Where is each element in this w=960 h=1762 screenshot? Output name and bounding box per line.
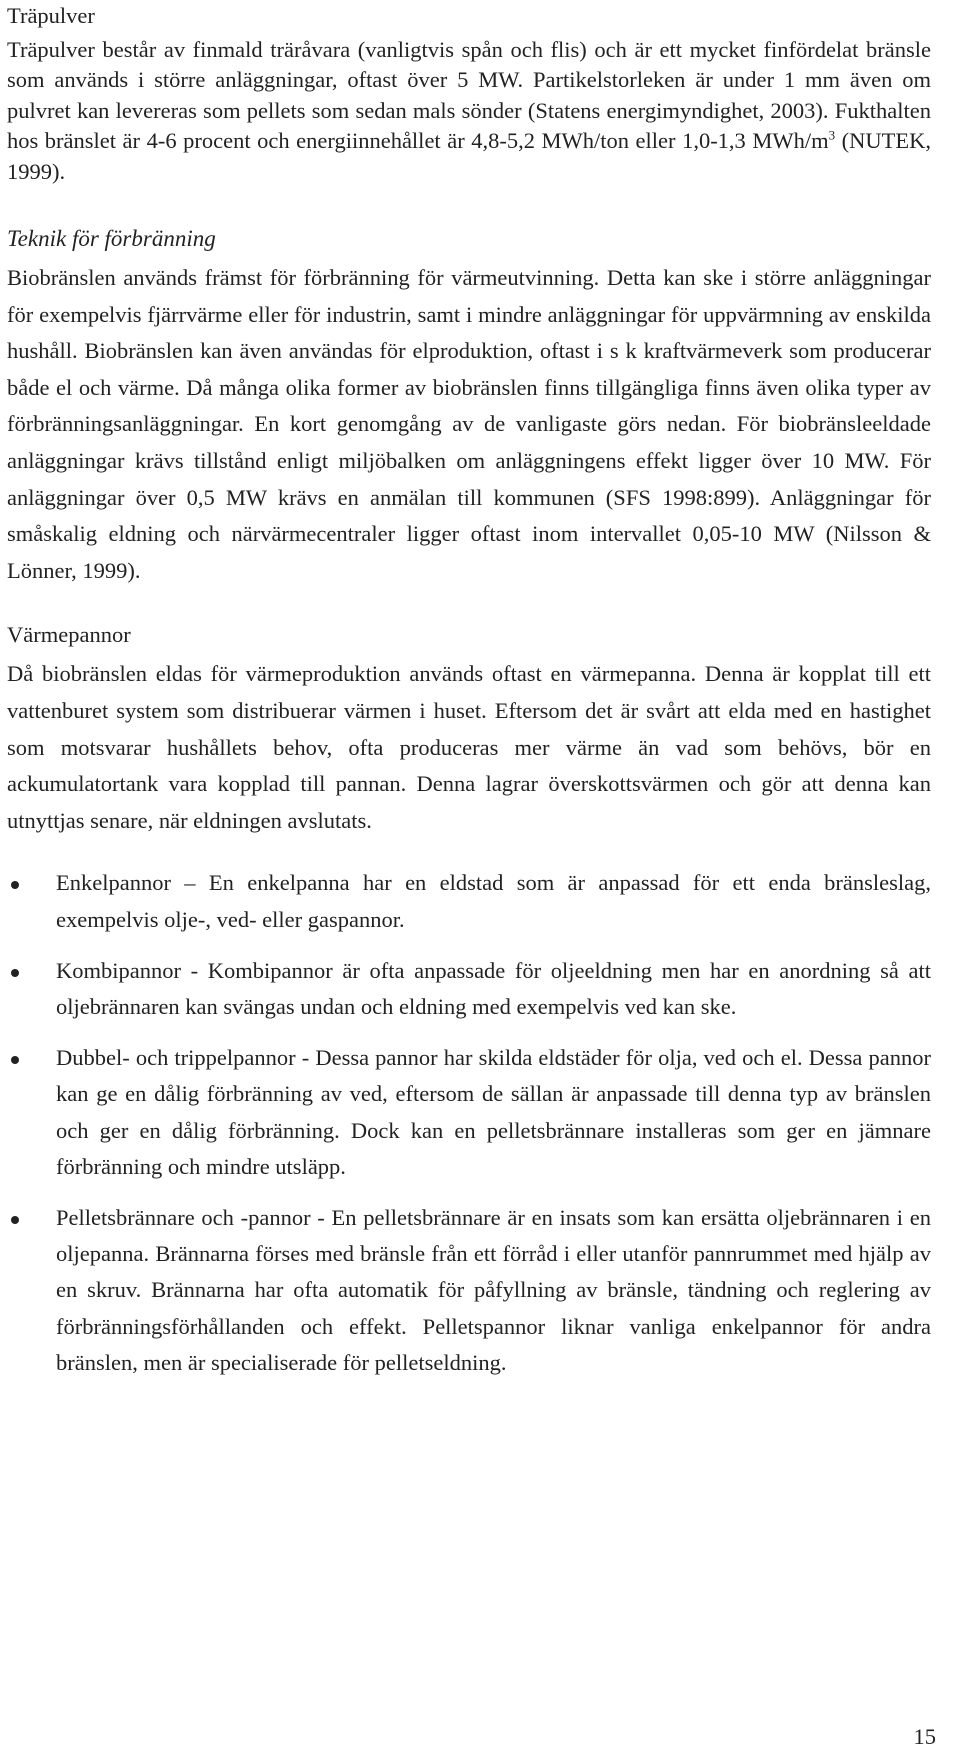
section-title-teknik: Teknik för förbränning — [7, 226, 216, 252]
list-item-text: Kombipannor - Kombipannor är ofta anpassade för oljeeldning men har en anordning så att oljebrännaren kan svängas undan och eldning med exempelvis ved kan ske. — [56, 957, 931, 1019]
bullet-icon — [11, 1056, 19, 1064]
superscript-cubic: 3 — [828, 127, 836, 143]
list-item-text: Enkelpannor – En enkelpanna har en eldstad som är anpassad för ett enda bränsleslag, exempelvis olje-, ved- eller gaspannor. — [56, 870, 931, 932]
section-title-varmepannor: Värmepannor — [7, 622, 131, 648]
page-number: 15 — [913, 1724, 936, 1749]
list-item — [7, 1040, 931, 1185]
list-item — [7, 865, 931, 937]
section-title-trapulver: Träpulver — [7, 3, 95, 28]
bullet-icon — [11, 1216, 19, 1224]
list-item-text: Pelletsbrännare och -pannor - En pelletsbrännare är en insats som kan ersätta oljebrännaren i en oljepanna. Brännarna förses med bränsle från ett förråd i eller utanför pannrummet med hjälp av en skruv. Brännarna har ofta automatik för påfyllning av bränsle, tändning och reglering av förbränningsförhållanden och effekt. Pelletspannor liknar vanliga enkelpannor för andra bränslen, men är specialiserade för pelletseldning. — [56, 1204, 931, 1375]
bullet-list-pannor — [7, 865, 931, 1381]
bullet-icon — [11, 881, 19, 889]
list-item — [7, 1200, 931, 1381]
list-item — [7, 953, 931, 1025]
paragraph-trapulver-text: Träpulver består av finmald träråvara (vanligtvis spån och flis) och är ett mycket finfördelat bränsle som används i större anläggningar, oftast över 5 MW. Partikelstorleken är under 1 mm även om pulvret kan levereras som pellets som sedan mals sönder (Statens energimyndighet, 2003). Fukthalten hos bränslet är 4-6 procent och energiinnehållet är 4,8-5,2 MWh/ton eller 1,0-1,3 MWh/m — [7, 37, 931, 154]
paragraph-trapulver — [7, 35, 931, 187]
list-item-text: Dubbel- och trippelpannor - Dessa pannor har skilda eldstäder för olja, ved och el. Dessa pannor kan ge en dålig förbränning av ved, eftersom de sällan är anpassade till denna typ av bränslen och ger en dålig förbränning. Dock kan en pelletsbrännare installeras som ger en jämnare förbränning och mindre utsläpp. — [56, 1045, 931, 1179]
paragraph-varmepannor: Då biobränslen eldas för värmeproduktion används oftast en värmepanna. Denna är kopplat till ett vattenburet system som distribuerar värmen i huset. Eftersom det är svårt att elda med en hastighet som motsvarar hushållets behov, ofta produceras mer värme än vad som behövs, bör en ackumulatortank vara kopplad till pannan. Denna lagrar överskottsvärmen och gör att denna kan utnyttjas senare, när eldningen avslutats. — [7, 661, 931, 833]
paragraph-teknik: Biobränslen används främst för förbränning för värmeutvinning. Detta kan ske i större anläggningar för exempelvis fjärrvärme eller för industrin, samt i mindre anläggningar för uppvärmning av enskilda hushåll. Biobränslen kan även användas för elproduktion, oftast i s k kraftvärmeverk som producerar både el och värme. Då många olika former av biobränslen finns tillgängliga finns även olika typer av förbränningsanläggningar. En kort genomgång av de vanligaste görs nedan. För biobränsleeldade anläggningar krävs tillstånd enligt miljöbalken om anläggningens effekt ligger över 10 MW. För anläggningar över 0,5 MW krävs en anmälan till kommunen (SFS 1998:899). Anläggningar för småskalig eldning och närvärmecentraler ligger oftast inom intervallet 0,05-10 MW (Nilsson & Lönner, 1999). — [7, 265, 931, 583]
document-page — [7, 0, 931, 1396]
paragraph-trapulver-citation: (NUTEK, 1999). — [7, 128, 932, 184]
bullet-icon — [11, 969, 19, 977]
